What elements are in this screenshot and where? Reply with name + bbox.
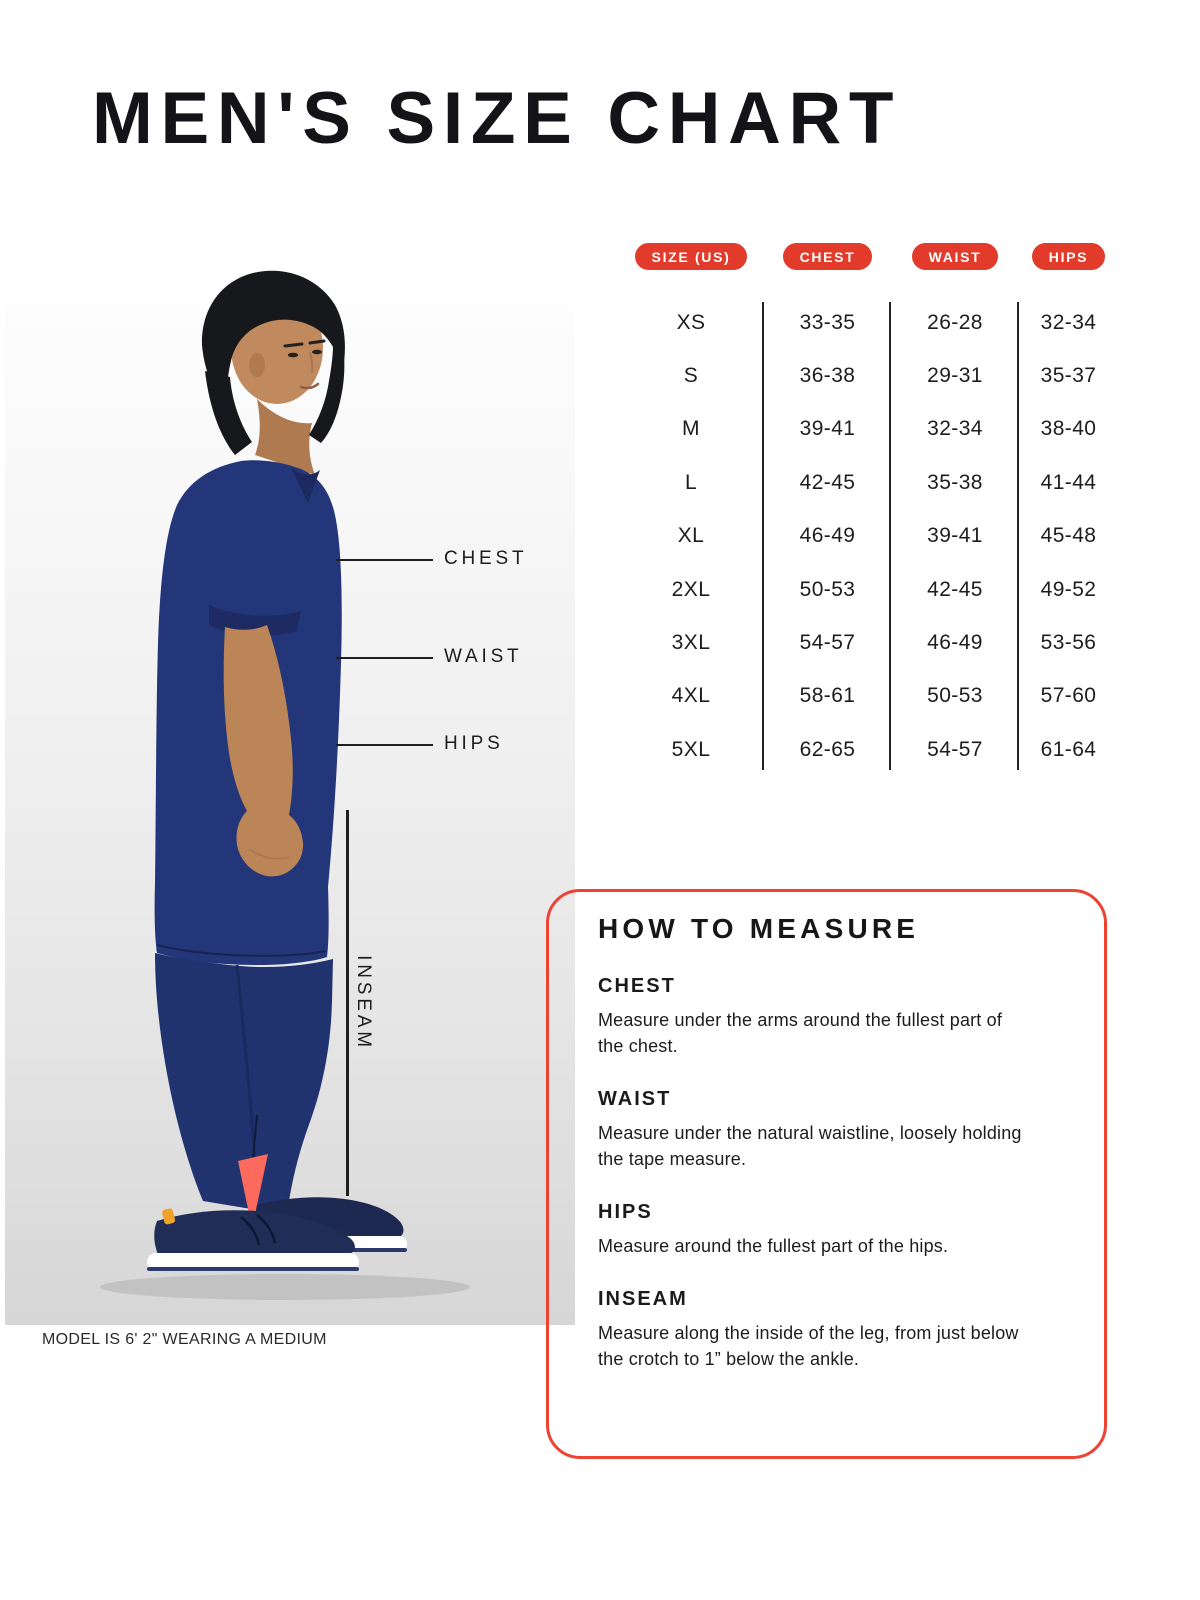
table-divider <box>1017 302 1019 770</box>
inseam-measure-line <box>346 810 349 1196</box>
measure-section-heading: INSEAM <box>598 1288 688 1310</box>
table-cell-chest: 58-61 <box>799 684 856 708</box>
waist-measure-label: WAIST <box>444 646 523 667</box>
table-cell-chest: 33-35 <box>799 310 856 334</box>
measure-sections <box>598 974 1034 1372</box>
table-cell-hips: 35-37 <box>1040 364 1097 388</box>
table-cell-chest: 50-53 <box>799 577 856 601</box>
how-to-measure-content <box>598 912 1034 1372</box>
hips-measure-line <box>336 744 433 746</box>
column-pill-hips: HIPS <box>1032 243 1105 270</box>
hips-measure-label: HIPS <box>444 733 504 754</box>
table-cell-waist: 29-31 <box>927 364 983 388</box>
table-cell-size: M <box>682 417 700 441</box>
column-pill-size: SIZE (US) <box>635 243 748 270</box>
measure-section-body: Measure under the arms around the fullest part of the chest. <box>598 1010 1003 1056</box>
measure-section-heading: WAIST <box>598 1088 672 1110</box>
measure-section-body: Measure under the natural waistline, loosely holding the tape measure. <box>598 1123 1022 1169</box>
size-table <box>618 240 1118 777</box>
table-cell-size: S <box>683 364 699 388</box>
size-table-header <box>618 240 1118 296</box>
table-cell-size: XL <box>677 524 705 548</box>
table-cell-hips: 49-52 <box>1040 577 1097 601</box>
waist-measure-line <box>336 657 433 659</box>
table-cell-hips: 38-40 <box>1040 417 1097 441</box>
table-cell-waist: 39-41 <box>927 524 983 548</box>
table-cell-size: XS <box>676 310 706 334</box>
model-photo <box>5 253 575 1325</box>
table-divider <box>762 302 764 770</box>
table-cell-waist: 54-57 <box>927 737 983 761</box>
table-cell-size: 3XL <box>671 631 711 655</box>
measure-section-body: Measure around the fullest part of the hips. <box>598 1236 949 1256</box>
table-cell-hips: 41-44 <box>1040 470 1097 494</box>
chest-measure-line <box>336 559 433 561</box>
how-to-measure-title: HOW TO MEASURE <box>598 913 920 944</box>
table-cell-size: 5XL <box>671 737 711 761</box>
table-cell-size: 2XL <box>671 577 711 601</box>
table-cell-chest: 62-65 <box>799 737 856 761</box>
table-cell-size: 4XL <box>671 684 711 708</box>
table-cell-hips: 61-64 <box>1040 737 1097 761</box>
table-cell-hips: 45-48 <box>1040 524 1097 548</box>
chest-measure-label: CHEST <box>444 548 528 569</box>
table-cell-size: L <box>684 470 698 494</box>
table-cell-chest: 46-49 <box>799 524 856 548</box>
size-table-rows <box>618 296 1118 777</box>
inseam-measure-label: INSEAM <box>353 955 374 1051</box>
measure-section-body: Measure along the inside of the leg, from just below the crotch to 1” below the ankle. <box>598 1323 1019 1369</box>
table-cell-waist: 26-28 <box>927 310 983 334</box>
table-divider <box>889 302 891 770</box>
measure-section-heading: HIPS <box>598 1201 653 1223</box>
column-pill-waist: WAIST <box>912 243 999 270</box>
table-cell-chest: 54-57 <box>799 631 856 655</box>
model-caption: MODEL IS 6' 2" WEARING A MEDIUM <box>42 1331 327 1348</box>
table-cell-waist: 32-34 <box>927 417 983 441</box>
measure-section-heading: CHEST <box>598 975 676 997</box>
column-pill-chest: CHEST <box>783 243 873 270</box>
table-cell-waist: 46-49 <box>927 631 983 655</box>
table-cell-chest: 36-38 <box>799 364 856 388</box>
table-cell-waist: 35-38 <box>927 470 983 494</box>
table-cell-waist: 50-53 <box>927 684 983 708</box>
table-cell-chest: 39-41 <box>799 417 856 441</box>
table-cell-chest: 42-45 <box>799 470 856 494</box>
table-cell-hips: 57-60 <box>1040 684 1097 708</box>
table-cell-hips: 53-56 <box>1040 631 1097 655</box>
page-title: MEN'S SIZE CHART <box>92 78 902 159</box>
model-illustration <box>5 253 575 1325</box>
table-cell-waist: 42-45 <box>927 577 983 601</box>
table-cell-hips: 32-34 <box>1040 310 1097 334</box>
